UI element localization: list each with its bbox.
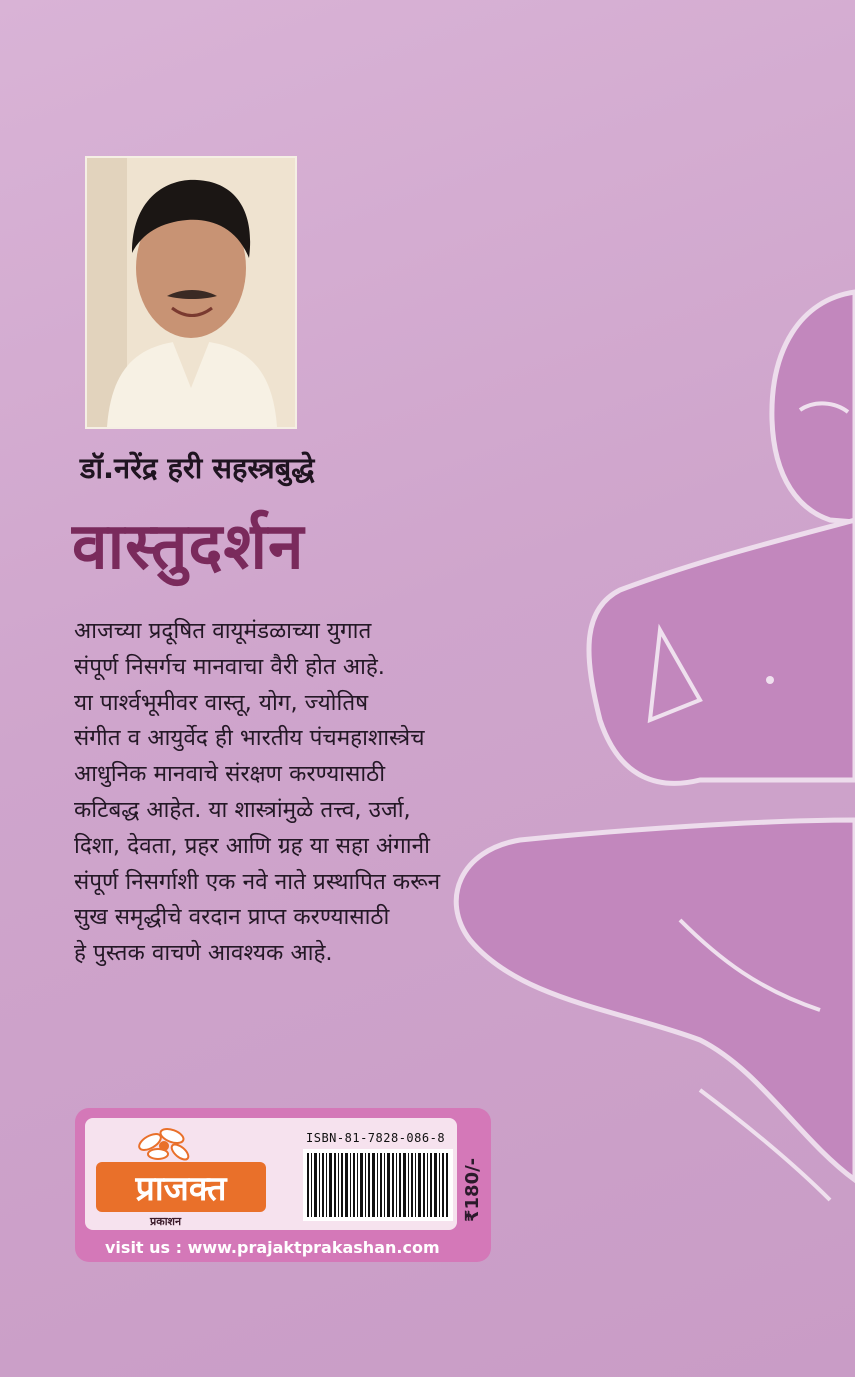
book-title: वास्तुदर्शन bbox=[72, 510, 305, 584]
author-portrait-image bbox=[87, 158, 295, 427]
author-photo bbox=[85, 156, 297, 429]
blurb-line: आजच्या प्रदूषित वायूमंडळाच्या युगात bbox=[74, 618, 372, 644]
blurb-line: कटिबद्ध आहेत. या शास्त्रांमुळे तत्त्व, उर्जा, bbox=[74, 796, 411, 823]
blurb-line: आधुनिक मानवाचे संरक्षण करण्यासाठी bbox=[74, 761, 386, 788]
blurb-line: संगीत व आयुर्वेद ही भारतीय पंचमहाशास्त्रेच bbox=[74, 725, 425, 752]
price-label: ₹180/- bbox=[462, 1157, 483, 1222]
publisher-website: visit us : www.prajaktprakashan.com bbox=[105, 1238, 440, 1257]
blurb-line: सुख समृद्धीचे वरदान प्राप्त करण्यासाठी bbox=[74, 904, 390, 931]
isbn-label: ISBN-81-7828-086-8 bbox=[306, 1131, 446, 1145]
blurb-line: संपूर्ण निसर्गच मानवाचा वैरी होत आहे. bbox=[74, 653, 385, 680]
blurb-line: हे पुस्तक वाचणे आवश्यक आहे. bbox=[74, 940, 333, 967]
flower-icon bbox=[130, 1122, 200, 1164]
publisher-logo-text: प्राजक्त bbox=[135, 1169, 227, 1209]
author-name: डॉ.नरेंद्र हरी सहस्त्रबुद्धे bbox=[80, 451, 315, 485]
back-cover-blurb bbox=[74, 614, 554, 972]
blurb-line: दिशा, देवता, प्रहर आणि ग्रह या सहा अंगानी bbox=[74, 832, 430, 859]
publisher-logo-subtext: प्रकाशन bbox=[150, 1215, 182, 1228]
blurb-line: संपूर्ण निसर्गाशी एक नवे नाते प्रस्थापित करून bbox=[74, 868, 441, 895]
blurb-line: या पार्श्वभूमीवर वास्तू, योग, ज्योतिष bbox=[74, 689, 369, 716]
barcode-icon bbox=[303, 1149, 453, 1221]
